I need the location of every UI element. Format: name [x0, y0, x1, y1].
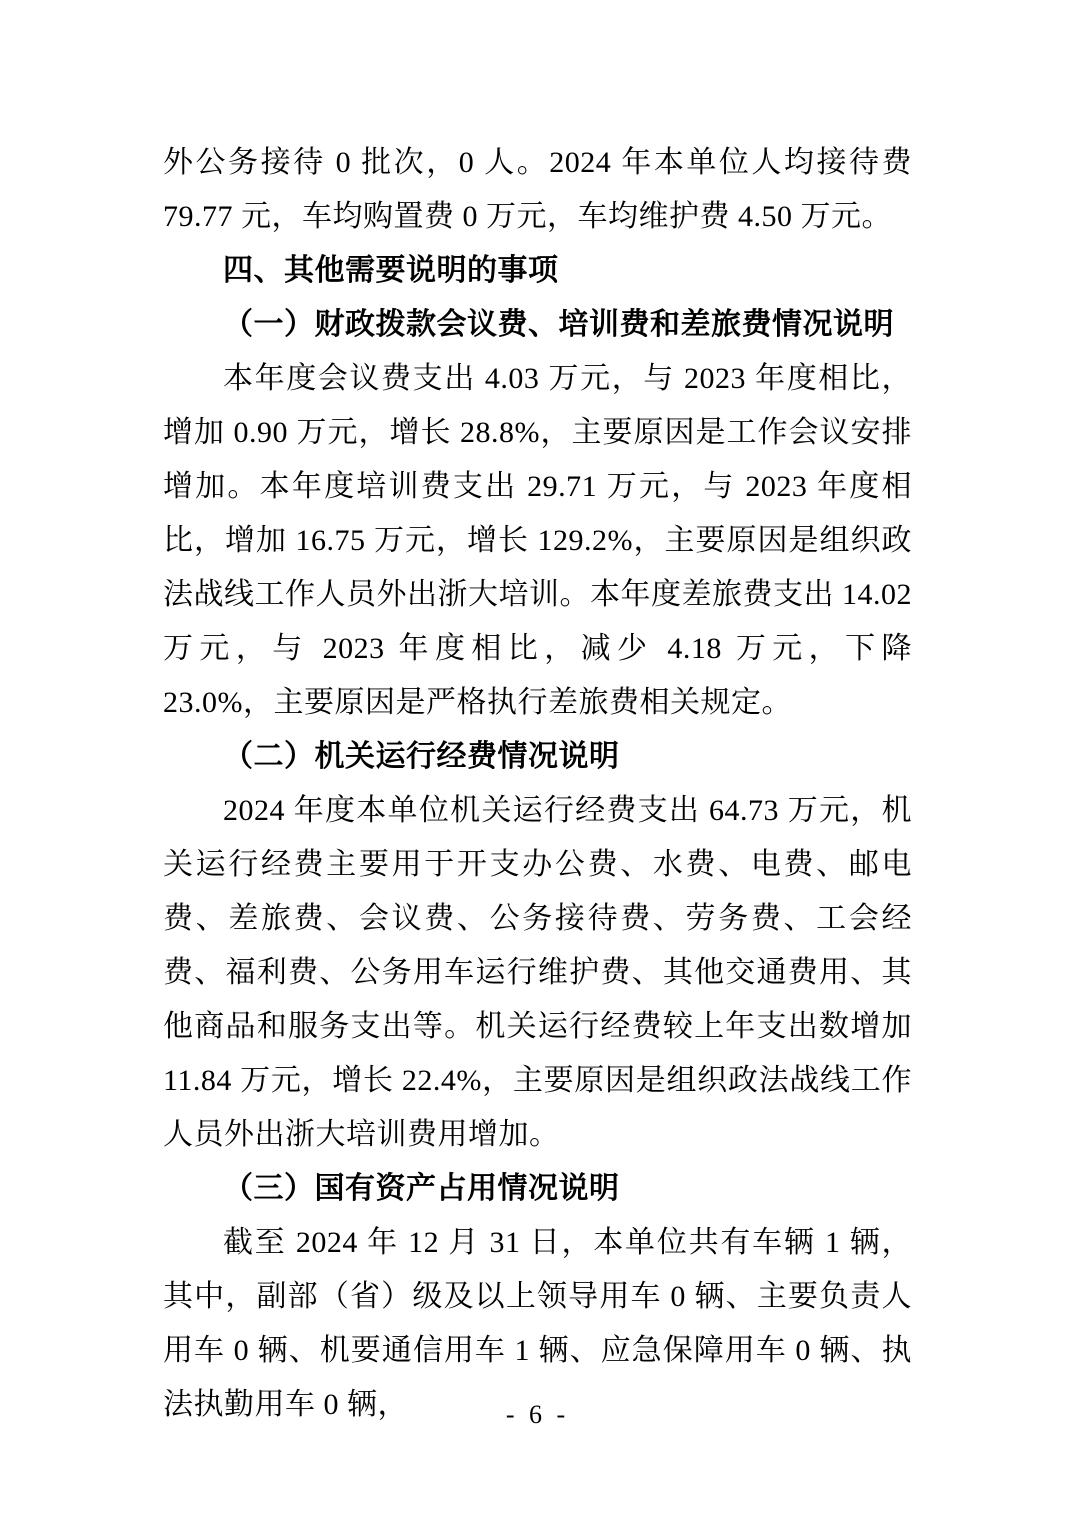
page-number: - 6 -: [505, 1400, 570, 1429]
subsection-heading-state-owned-assets: （三）国有资产占用情况说明: [223, 1172, 620, 1205]
paragraph-agency-operating-funds: 2024 年度本单位机关运行经费支出 64.73 万元，机关运行经费主要用于开支办公费、水费、电费、邮电费、差旅费、会议费、公务接待费、劳务费、工会经费、福利费、公务用车运行维护费、其他交通费用、其他商品和服务支出等。机关运行经费较上年支出数增加 11.84 万元，增长 22.4%，主要原因是组织政法战线工作人员外出浙大培训费用增加。: [163, 794, 912, 1151]
paragraph-meeting-training-travel-fees: 本年度会议费支出 4.03 万元，与 2023 年度相比，增加 0.90 万元，增长 28.8%，主要原因是工作会议安排增加。本年度培训费支出 29.71 万元，与 2023 年度相比，增加 16.75 万元，增长 129.2%，主要原因是组织政法战线工作人员外出浙大培训。本年度差旅费支出 14.02 万元，与 2023 年度相比，减少 4.18 万元，下降 23.0%，主要原因是严格执行差旅费相关规定。: [163, 362, 912, 719]
subsection-heading-meeting-training-travel-fees: （一）财政拨款会议费、培训费和差旅费情况说明: [223, 308, 894, 341]
subsection-heading-agency-operating-funds: （二）机关运行经费情况说明: [223, 740, 620, 773]
page-footer: [0, 1398, 1075, 1432]
document-body: [163, 136, 912, 1432]
paragraph-official-reception-stats: 外公务接待 0 批次，0 人。2024 年本单位人均接待费 79.77 元，车均购置费 0 万元，车均维护费 4.50 万元。: [163, 146, 912, 233]
paragraph-state-owned-assets: 截至 2024 年 12 月 31 日，本单位共有车辆 1 辆，其中，副部（省）级及以上领导用车 0 辆、主要负责人用车 0 辆、机要通信用车 1 辆、应急保障用车 0 辆、执法执勤用车 0 辆，: [163, 1226, 912, 1421]
section-heading-other-matters: 四、其他需要说明的事项: [223, 254, 559, 287]
